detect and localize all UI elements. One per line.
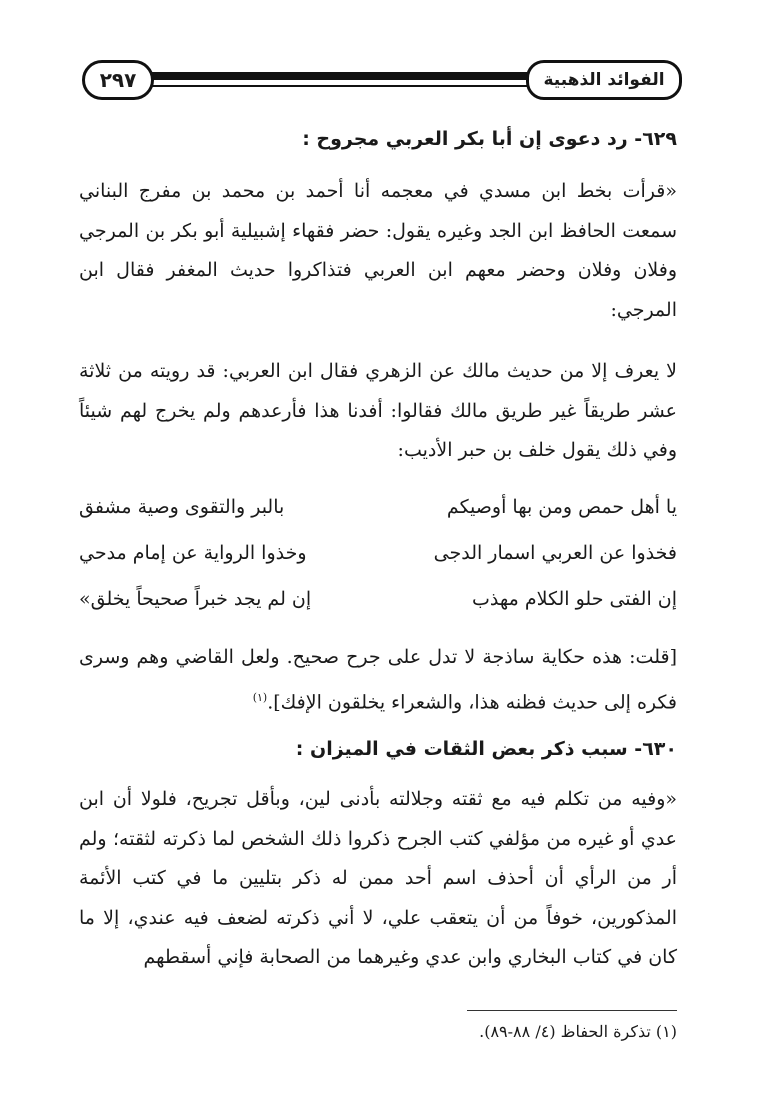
page-number: ٢٩٧ [82, 60, 154, 100]
author-note [79, 638, 677, 722]
poem-verse [79, 542, 677, 588]
poem-verse [79, 496, 677, 542]
footnote-divider [467, 1010, 677, 1011]
verse-second-hemistich: إن لم يجد خبراً صحيحاً يخلق» [79, 588, 312, 610]
paragraph-quote-2 [79, 780, 677, 978]
verse-first-hemistich: إن الفتى حلو الكلام مهذب [472, 588, 677, 610]
book-title: الفوائد الذهبية [526, 60, 682, 100]
verse-second-hemistich: وخذوا الرواية عن إمام مدحي [79, 542, 307, 564]
section-heading-630: ٦٣٠- سبب ذكر بعض الثقات في الميزان : [295, 738, 677, 760]
page-header [82, 58, 682, 98]
footnote-ref: (١) [252, 690, 268, 704]
footnote: (١) تذكرة الحفاظ (٤/ ٨٨-٨٩). [479, 1022, 677, 1041]
paragraph-text: «وفيه من تكلم فيه مع ثقته وجلالته بأدنى لين، وبأقل تجريح، فلولا أن ابن عدي أو غيره من مؤلفي كتب الجرح ذكروا ذلك الشخص لما ذكرته لثقته؛ ولم أر من الرأي أن أحذف اسم أحد ممن له ذكر بتليين ما في كتب الأئمة المذكورين، خوفاً من أن يتعقب علي، لا أني ذكرته لضعف فيه عندي، إلا ما كان في كتاب البخاري وابن عدي وغيرهما من الصحابة فإني أسقطهم [79, 788, 677, 968]
header-rule-thin [142, 85, 532, 87]
note-text: [قلت: هذه حكاية ساذجة لا تدل على جرح صحيح. ولعل القاضي وهم وسرى فكره إلى حديث فظنه هذا، والشعراء يخلقون الإفك]. [79, 646, 677, 713]
verse-first-hemistich: يا أهل حمص ومن بها أوصيكم [446, 496, 677, 518]
header-rule [142, 72, 532, 80]
paragraph-text: «قرأت بخط ابن مسدي في معجمه أنا أحمد بن محمد بن مفرج البناني سمعت الحافظ ابن الجد وغيره يقول: حضر فقهاء إشبيلية أبو بكر بن المرجي وفلان وفلان وحضر معهم ابن العربي فتذاكروا حديث المغفر فقال ابن المرجي: [79, 180, 677, 321]
paragraph-continuation [79, 352, 677, 471]
section-heading-629: ٦٢٩- رد دعوى إن أبا بكر العربي مجروح : [302, 128, 677, 150]
paragraph-quote [79, 172, 677, 330]
verse-second-hemistich: بالبر والتقوى وصية مشفق [79, 496, 285, 518]
paragraph-text: لا يعرف إلا من حديث مالك عن الزهري فقال ابن العربي: قد رويته من ثلاثة عشر طريقاً غير طريق مالك فقالوا: أفدنا هذا فأرعدهم ولم يخرج لهم شيئاً وفي ذلك يقول خلف بن حبر الأديب: [79, 360, 677, 461]
poem [79, 496, 677, 634]
poem-verse [79, 588, 677, 634]
verse-first-hemistich: فخذوا عن العربي اسمار الدجى [433, 542, 677, 564]
